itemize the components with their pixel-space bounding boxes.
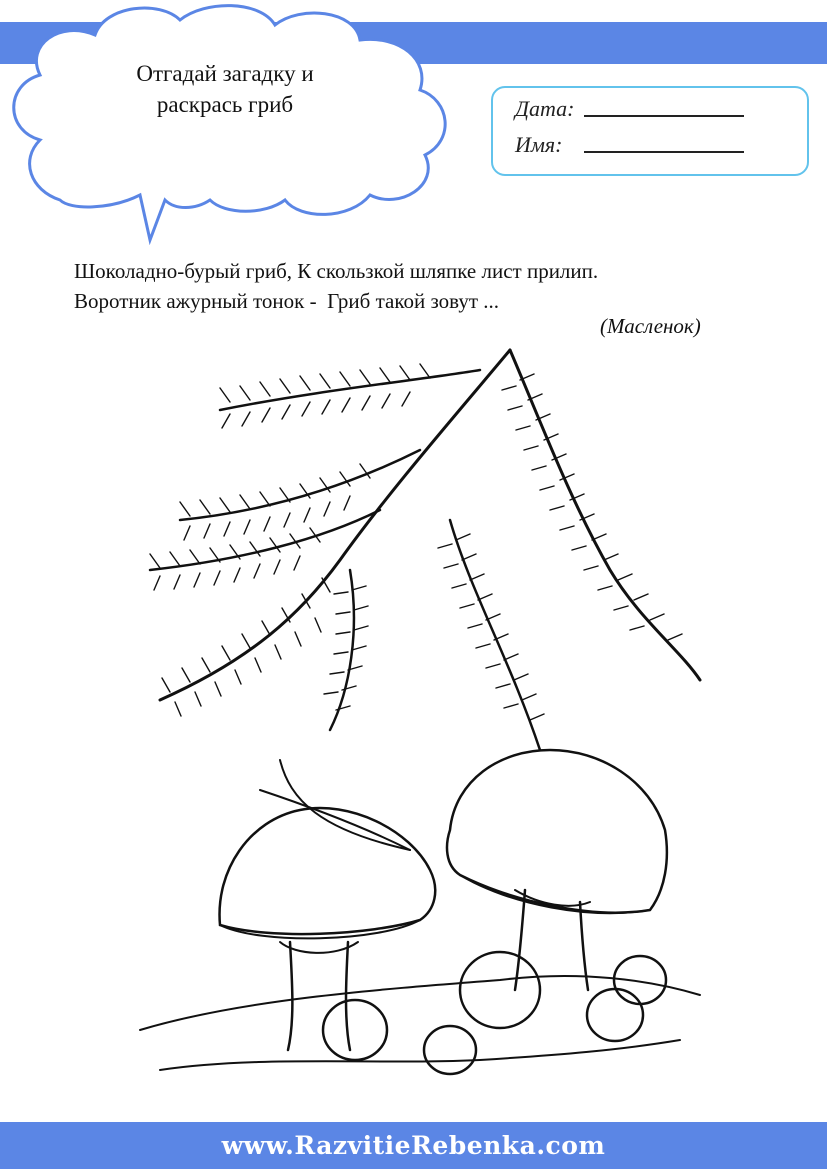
riddle-line1: Шоколадно-бурый гриб, К скользкой шляпке лист прилип.: [74, 259, 599, 283]
task-title-line1: Отгадай загадку и: [136, 61, 314, 86]
riddle-line2: Воротник ажурный тонок - Гриб такой зовут ...: [74, 289, 500, 313]
name-row: [515, 132, 744, 158]
date-label: Дата:: [515, 96, 575, 121]
date-row: [515, 96, 744, 122]
site-url-link[interactable]: www.RazvitieRebenka.com: [221, 1131, 606, 1160]
date-name-box: [491, 86, 809, 176]
task-title-line2: раскрась гриб: [156, 92, 294, 117]
task-title: [95, 58, 355, 120]
riddle-answer: (Масленок): [600, 314, 701, 338]
name-field[interactable]: [584, 151, 744, 153]
riddle-text: [74, 256, 794, 316]
name-label: Имя:: [515, 132, 563, 157]
mushroom-fir-branch-icon: [120, 330, 720, 1100]
speech-cloud: [0, 0, 470, 245]
date-field[interactable]: [584, 115, 744, 117]
footer-band: [0, 1122, 827, 1169]
